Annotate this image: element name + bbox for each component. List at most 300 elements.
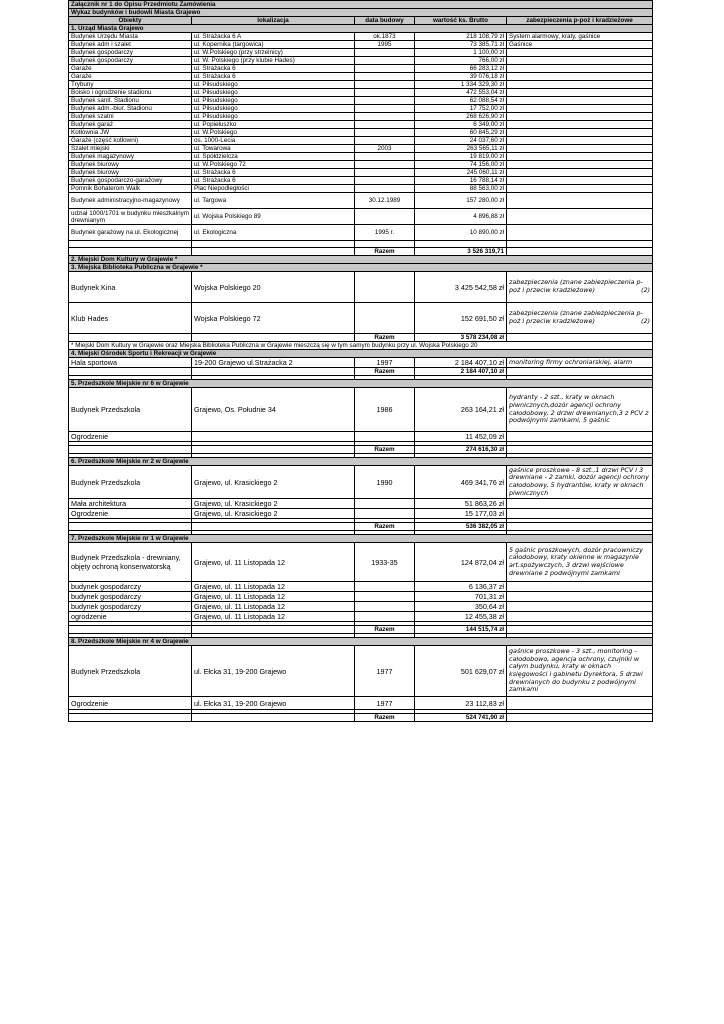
security-cell <box>507 41 653 49</box>
empty-cell <box>69 368 192 376</box>
object-name-cell: Mała architektura <box>69 499 192 509</box>
object-name-cell: Budynek garażowy na ul. Ekologicznej <box>69 225 192 241</box>
total-value: 274 616,30 zł <box>415 446 507 454</box>
security-cell <box>507 582 653 592</box>
section-header-s4 <box>69 350 653 358</box>
location-cell: Wojska Polskiego 72 <box>192 303 355 334</box>
object-name-cell: Budynek administracyjno-magazynowy <box>69 193 192 209</box>
security-cell <box>507 97 653 105</box>
total-value: 2 184 407,10 zł <box>415 368 507 376</box>
value-cell: 1 100,00 zł <box>415 49 507 57</box>
build-date-cell: 1977 <box>355 697 415 710</box>
empty-cell <box>69 714 192 722</box>
location-cell: Grajewo, ul. 11 Listopada 12 <box>192 612 355 622</box>
total-value: 3 526 319,71 <box>415 248 507 256</box>
build-date-cell <box>355 432 415 442</box>
object-name-cell: Budynek szatni <box>69 113 192 121</box>
object-name-cell: Szalet miejski <box>69 145 192 153</box>
location-cell: ul. Wojska Polskiego 89 <box>192 209 355 225</box>
build-date-cell: 1986 <box>355 388 415 432</box>
object-name-cell: Budynek garaż <box>69 121 192 129</box>
table-row <box>69 57 653 65</box>
table-row <box>69 81 653 89</box>
footnote-row <box>69 342 653 350</box>
location-cell: ul. Ełcka 31, 19-200 Grajewo <box>192 697 355 710</box>
value-cell: 469 341,76 zł <box>415 466 507 499</box>
value-cell: 124 872,04 zł <box>415 543 507 582</box>
value-cell: 19 819,00 zł <box>415 153 507 161</box>
security-cell <box>507 145 653 153</box>
build-date-cell <box>355 97 415 105</box>
footnote: * Miejski Dom Kultury w Grajewie oraz Miejska Biblioteka Publiczna w Grajewie mieszczą się w tym samym budynku przy ul. Wojska Polskiego 20 <box>69 342 653 350</box>
build-date-cell <box>355 303 415 334</box>
security-cell <box>507 121 653 129</box>
table-row <box>69 466 653 499</box>
empty-cell <box>69 334 192 342</box>
section-header-s6 <box>69 458 653 466</box>
build-date-cell <box>355 89 415 97</box>
section-title: 6. Przedszkole Miejskie nr 2 w Grajewie <box>69 458 653 466</box>
section-header-s1 <box>69 25 653 33</box>
location-cell: ul. Piłsudskiego <box>192 89 355 97</box>
object-name-cell: Budynek gospodarczy <box>69 49 192 57</box>
section-title: 7. Przedszkole Miejskie nr 1 w Grajewie <box>69 535 653 543</box>
security-cell <box>507 81 653 89</box>
section-title: 3. Miejska Biblioteka Publiczna w Grajewie * <box>69 264 653 272</box>
object-name-cell: Budynek adm i szalet <box>69 41 192 49</box>
security-text: hydranty - 2 szt., kraty w oknach piwnicznych,dozór agencji ochrony całodobowy, 2 drzwi drewnianych,3 z PCV z podwójnymi zamkami, 5 gaśnic <box>509 393 649 425</box>
section-title: 5. Przedszkole Miejskie nr 6 w Grajewie <box>69 380 653 388</box>
security-text: gaśnice proszkowe - 8 szt.,1 drzwi PCV i 3 drewniane - 2 zamki, dozór agencji ochrony całodobowy, 5 hydrantów, kraty w oknach piwnicznych <box>509 465 649 497</box>
total-label: Razem <box>355 248 415 256</box>
table-row <box>69 592 653 602</box>
value-cell: 3 425 542,58 zł <box>415 272 507 303</box>
column-header-zabezpieczenia: zabezpieczenia p-poż i kradzieżowe <box>507 17 653 25</box>
section-total-row <box>69 523 653 531</box>
build-date-cell: 2003 <box>355 145 415 153</box>
value-cell: 268 626,90 zł <box>415 113 507 121</box>
table-row <box>69 41 653 49</box>
security-cell <box>507 113 653 121</box>
value-cell: 501 629,07 zł <box>415 646 507 697</box>
object-name-cell: Ogrodzenie <box>69 697 192 710</box>
table-row <box>69 388 653 432</box>
table-row <box>69 145 653 153</box>
value-cell: 766,00 zł <box>415 57 507 65</box>
section-total-row <box>69 368 653 376</box>
table-row <box>69 225 653 241</box>
section-total-row <box>69 334 653 342</box>
total-value: 144 515,74 zł <box>415 626 507 634</box>
build-date-cell: 1933-35 <box>355 543 415 582</box>
security-cell <box>507 602 653 612</box>
empty-cell <box>355 241 415 248</box>
build-date-cell <box>355 602 415 612</box>
section-header-s5 <box>69 380 653 388</box>
empty-cell <box>192 248 355 256</box>
security-cell <box>507 697 653 710</box>
table-row <box>69 602 653 612</box>
value-cell: 16 788,14 zł <box>415 177 507 185</box>
security-cell <box>507 73 653 81</box>
security-cell <box>507 466 653 499</box>
object-name-cell: Ogrodzenie <box>69 509 192 519</box>
value-cell: 472 553,04 zł <box>415 89 507 97</box>
security-cell <box>507 57 653 65</box>
value-cell: 74 156,00 zł <box>415 161 507 169</box>
value-cell: 62 088,54 zł <box>415 97 507 105</box>
security-text: Gaśnice <box>509 41 533 48</box>
table-row <box>69 153 653 161</box>
value-cell: 245 060,11 zł <box>415 169 507 177</box>
object-name-cell: Budynek biurowy <box>69 169 192 177</box>
build-date-cell <box>355 177 415 185</box>
section-title: 8. Przedszkole Miejskie nr 4 w Grajewie <box>69 638 653 646</box>
object-name-cell: Budynek Przedszkola <box>69 646 192 697</box>
location-cell: Grajewo, ul. 11 Listopada 12 <box>192 582 355 592</box>
empty-cell <box>507 241 653 248</box>
location-cell: ul. Piłsudskiego <box>192 105 355 113</box>
empty-cell <box>507 248 653 256</box>
table-row <box>69 185 653 193</box>
spacer-row <box>69 241 653 248</box>
object-name-cell: Klub Hades <box>69 303 192 334</box>
table-row <box>69 113 653 121</box>
build-date-cell <box>355 49 415 57</box>
section-header-s2 <box>69 256 653 264</box>
column-header-row <box>69 17 653 25</box>
empty-cell <box>69 523 192 531</box>
security-cell <box>507 592 653 602</box>
security-cell <box>507 129 653 137</box>
location-cell: Plac Niepodległości <box>192 185 355 193</box>
build-date-cell: 1977 <box>355 646 415 697</box>
object-name-cell: Boisko i ogrodzenie stadionu <box>69 89 192 97</box>
location-cell: ul. Kopernika (targowica) <box>192 41 355 49</box>
object-name-cell: Garaże <box>69 65 192 73</box>
empty-cell <box>507 523 653 531</box>
table-row <box>69 303 653 334</box>
value-cell: 66 283,12 zł <box>415 65 507 73</box>
object-name-cell: Budynek Kina <box>69 272 192 303</box>
table-row <box>69 121 653 129</box>
table-row <box>69 65 653 73</box>
location-cell: ul. Strażacka 6 A <box>192 33 355 41</box>
object-name-cell: Budynek Przedszkola - drewniany, objęty ochroną konserwatorską <box>69 543 192 582</box>
security-cell <box>507 499 653 509</box>
security-text: zabezpieczenia (znane zabiezpieczenia p-poż i przeciw kradzieżowe) <box>509 309 643 325</box>
location-cell: Grajewo, ul. Krasickiego 2 <box>192 499 355 509</box>
column-header-data-budowy: data budowy <box>355 17 415 25</box>
location-cell: Grajewo, ul. Krasickiego 2 <box>192 509 355 519</box>
security-cell <box>507 65 653 73</box>
build-date-cell <box>355 161 415 169</box>
section-total-row <box>69 446 653 454</box>
object-name-cell: Garaże (część kotłowni) <box>69 137 192 145</box>
table-row <box>69 209 653 225</box>
table-row <box>69 33 653 41</box>
table-row <box>69 169 653 177</box>
security-cell <box>507 105 653 113</box>
value-cell: 263 164,21 zł <box>415 388 507 432</box>
empty-cell <box>192 626 355 634</box>
total-label: Razem <box>355 714 415 722</box>
empty-cell <box>507 368 653 376</box>
location-cell: Grajewo, ul. 11 Listopada 12 <box>192 602 355 612</box>
value-cell: 24 037,60 zł <box>415 137 507 145</box>
location-cell: Grajewo, ul. 11 Listopada 12 <box>192 592 355 602</box>
total-label: Razem <box>355 626 415 634</box>
location-cell: ul. Ełcka 31, 19-200 Grajewo <box>192 646 355 697</box>
section-title: 4. Miejski Ośrodek Sportu i Rekreacji w Grajewie <box>69 350 653 358</box>
build-date-cell <box>355 121 415 129</box>
location-cell: Wojska Polskiego 20 <box>192 272 355 303</box>
build-date-cell: 1995 r. <box>355 225 415 241</box>
value-cell: 6 349,00 zł <box>415 121 507 129</box>
build-date-cell <box>355 65 415 73</box>
object-name-cell: ogrodzenie <box>69 612 192 622</box>
empty-cell <box>192 714 355 722</box>
build-date-cell <box>355 612 415 622</box>
security-cell <box>507 49 653 57</box>
document-subtitle: Wykaz budynków i budowli Miasta Grajewo <box>69 9 653 17</box>
column-header-lokalizacja: lokalizacja <box>192 17 355 25</box>
object-name-cell: Trybuny <box>69 81 192 89</box>
security-cell <box>507 209 653 225</box>
security-cell <box>507 193 653 209</box>
location-cell: ul. W. Polskiego (przy klubie Hades) <box>192 57 355 65</box>
security-cell <box>507 303 653 334</box>
object-name-cell: Budynek biurowy <box>69 161 192 169</box>
security-cell <box>507 33 653 41</box>
object-name-cell: Budynek gospodarczo-garażowy <box>69 177 192 185</box>
security-cell <box>507 543 653 582</box>
empty-cell <box>69 446 192 454</box>
location-cell: ul. Targowa <box>192 193 355 209</box>
table-row <box>69 272 653 303</box>
value-cell: 17 752,00 zł <box>415 105 507 113</box>
total-label: Razem <box>355 368 415 376</box>
table-row <box>69 582 653 592</box>
object-name-cell: Budynek Przedszkola <box>69 388 192 432</box>
empty-cell <box>192 241 355 248</box>
security-cell <box>507 388 653 432</box>
section-total-row <box>69 248 653 256</box>
section-header-s3 <box>69 264 653 272</box>
table-row <box>69 89 653 97</box>
table-row <box>69 129 653 137</box>
object-name-cell: Budynek gospodarczy <box>69 57 192 65</box>
object-name-cell: Budynek Przedszkola <box>69 466 192 499</box>
object-name-cell: Kotłownia JW <box>69 129 192 137</box>
security-text: monitoring firmy ochroniarskiej, alarm <box>509 357 633 366</box>
empty-cell <box>192 523 355 531</box>
object-name-cell: udział 1000/1701 w budynku mieszkalnym drewnianym <box>69 209 192 225</box>
value-cell: 11 452,09 zł <box>415 432 507 442</box>
build-date-cell <box>355 209 415 225</box>
security-reference: (2) <box>641 286 651 294</box>
total-label: Razem <box>355 523 415 531</box>
object-name-cell: Budynek Urzędu Miasta <box>69 33 192 41</box>
security-cell <box>507 646 653 697</box>
value-cell: 39 076,18 zł <box>415 73 507 81</box>
value-cell: 10 890,00 zł <box>415 225 507 241</box>
location-cell: ul. Towarowa <box>192 145 355 153</box>
total-label: Razem <box>355 334 415 342</box>
empty-cell <box>192 446 355 454</box>
location-cell: ul. Ekologiczna <box>192 225 355 241</box>
value-cell: 60 845,29 zł <box>415 129 507 137</box>
security-cell <box>507 177 653 185</box>
location-cell: ul. W.Polskiego 72 <box>192 161 355 169</box>
document-title: Załącznik nr 1 do Opisu Przedmiotu Zamówienia <box>69 1 653 9</box>
security-cell <box>507 137 653 145</box>
object-name-cell: Pomnik Bohaterom Walk <box>69 185 192 193</box>
build-date-cell: ok.1873 <box>355 33 415 41</box>
section-total-row <box>69 626 653 634</box>
empty-cell <box>69 248 192 256</box>
build-date-cell: 1990 <box>355 466 415 499</box>
location-cell: ul. Piłsudskiego <box>192 113 355 121</box>
column-header-wartosc: wartość ks. Brutto <box>415 17 507 25</box>
total-label: Razem <box>355 446 415 454</box>
build-date-cell <box>355 499 415 509</box>
value-cell: 701,31 zł <box>415 592 507 602</box>
table-row <box>69 105 653 113</box>
security-cell <box>507 89 653 97</box>
security-cell <box>507 153 653 161</box>
table-row <box>69 193 653 209</box>
location-cell: ul. Piłsudskiego <box>192 81 355 89</box>
value-cell: 23 112,83 zł <box>415 697 507 710</box>
location-cell: Grajewo, Os. Południe 34 <box>192 388 355 432</box>
table-row <box>69 543 653 582</box>
table-row <box>69 646 653 697</box>
value-cell: 73 385,71 zł <box>415 41 507 49</box>
build-date-cell <box>355 57 415 65</box>
location-cell: ul. Strażacka 6 <box>192 177 355 185</box>
build-date-cell <box>355 185 415 193</box>
value-cell: 6 136,37 zł <box>415 582 507 592</box>
security-cell <box>507 169 653 177</box>
security-cell <box>507 185 653 193</box>
object-name-cell: budynek gospodarczy <box>69 582 192 592</box>
location-cell: ul. Strażacka 6 <box>192 169 355 177</box>
location-cell: ul. W.Polskiego <box>192 129 355 137</box>
security-cell <box>507 612 653 622</box>
total-value: 524 741,90 zł <box>415 714 507 722</box>
build-date-cell <box>355 509 415 519</box>
empty-cell <box>192 334 355 342</box>
value-cell: 263 565,11 zł <box>415 145 507 153</box>
location-cell: 19-200 Grajewo ul.Strażacka 2 <box>192 358 355 368</box>
empty-cell <box>507 626 653 634</box>
section-title: 2. Miejski Dom Kultury w Grajewie * <box>69 256 653 264</box>
security-reference: (2) <box>641 317 651 325</box>
empty-cell <box>415 241 507 248</box>
object-name-cell: budynek gospodarczy <box>69 592 192 602</box>
table-row <box>69 97 653 105</box>
value-cell: 2 184 407,10 zł <box>415 358 507 368</box>
buildings-table <box>68 0 653 722</box>
value-cell: 15 177,03 zł <box>415 509 507 519</box>
security-text: System alarmowy, kraty, gaśnice <box>509 33 601 40</box>
empty-cell <box>507 714 653 722</box>
location-cell: ul. Spółdzielcza <box>192 153 355 161</box>
value-cell: 1 334 329,30 zł <box>415 81 507 89</box>
table-row <box>69 612 653 622</box>
empty-cell <box>192 368 355 376</box>
table-row <box>69 509 653 519</box>
value-cell: 218 108,79 zł <box>415 33 507 41</box>
security-text: 5 gaśnic proszkowych, dozór pracowniczy całodobowy, kraty okienne w magazynie art.spożywczych, 3 drzwi wejściowe drewniane z podwójnymi zamkami <box>509 545 643 577</box>
build-date-cell <box>355 129 415 137</box>
section-title: 1. Urząd Miasta Grajewo <box>69 25 653 33</box>
value-cell: 51 863,26 zł <box>415 499 507 509</box>
build-date-cell <box>355 169 415 177</box>
value-cell: 152 691,50 zł <box>415 303 507 334</box>
build-date-cell <box>355 113 415 121</box>
table-row <box>69 49 653 57</box>
security-cell <box>507 161 653 169</box>
location-cell: ul. Strażacka 6 <box>192 65 355 73</box>
total-value: 3 578 234,08 zł <box>415 334 507 342</box>
location-cell: os. 1000-Lecia <box>192 137 355 145</box>
location-cell: Grajewo, ul. Krasickiego 2 <box>192 466 355 499</box>
section-header-s8 <box>69 638 653 646</box>
security-cell <box>507 272 653 303</box>
location-cell: ul. Popiełuszko <box>192 121 355 129</box>
build-date-cell: 1995 <box>355 41 415 49</box>
location-cell <box>192 432 355 442</box>
build-date-cell <box>355 73 415 81</box>
build-date-cell <box>355 105 415 113</box>
location-cell: ul. Strażacka 6 <box>192 73 355 81</box>
table-row <box>69 137 653 145</box>
object-name-cell: Budynek sanit. Stadionu <box>69 97 192 105</box>
table-row <box>69 177 653 185</box>
table-row <box>69 161 653 169</box>
location-cell: Grajewo, ul. 11 Listopada 12 <box>192 543 355 582</box>
value-cell: 4 896,88 zł <box>415 209 507 225</box>
value-cell: 88 563,00 zł <box>415 185 507 193</box>
security-text: gaśnice proszkowe - 3 szt., monitoring - całodobowo, agencja ochrony, czujniki w całym budynku, kraty w oknach księgowości i gabinetu Dyrektora, 5 drzwi drewnianych do budynku z podwójnymi zamkami <box>509 647 643 694</box>
table-row <box>69 432 653 442</box>
table-row <box>69 73 653 81</box>
table-row <box>69 499 653 509</box>
build-date-cell <box>355 592 415 602</box>
object-name-cell: Hala sportowa <box>69 358 192 368</box>
location-cell: ul. Piłsudskiego <box>192 97 355 105</box>
object-name-cell: Garaże <box>69 73 192 81</box>
build-date-cell <box>355 272 415 303</box>
total-value: 536 382,05 zł <box>415 523 507 531</box>
build-date-cell: 30.12.1989 <box>355 193 415 209</box>
build-date-cell <box>355 582 415 592</box>
value-cell: 350,64 zł <box>415 602 507 612</box>
security-cell <box>507 358 653 368</box>
security-cell <box>507 509 653 519</box>
section-header-s7 <box>69 535 653 543</box>
table-row <box>69 697 653 710</box>
table-row <box>69 358 653 368</box>
column-header-obiekty: Obiekty <box>69 17 192 25</box>
object-name-cell: budynek gospodarczy <box>69 602 192 612</box>
build-date-cell <box>355 81 415 89</box>
empty-cell <box>69 241 192 248</box>
section-total-row <box>69 714 653 722</box>
object-name-cell: Budynek magazynowy <box>69 153 192 161</box>
